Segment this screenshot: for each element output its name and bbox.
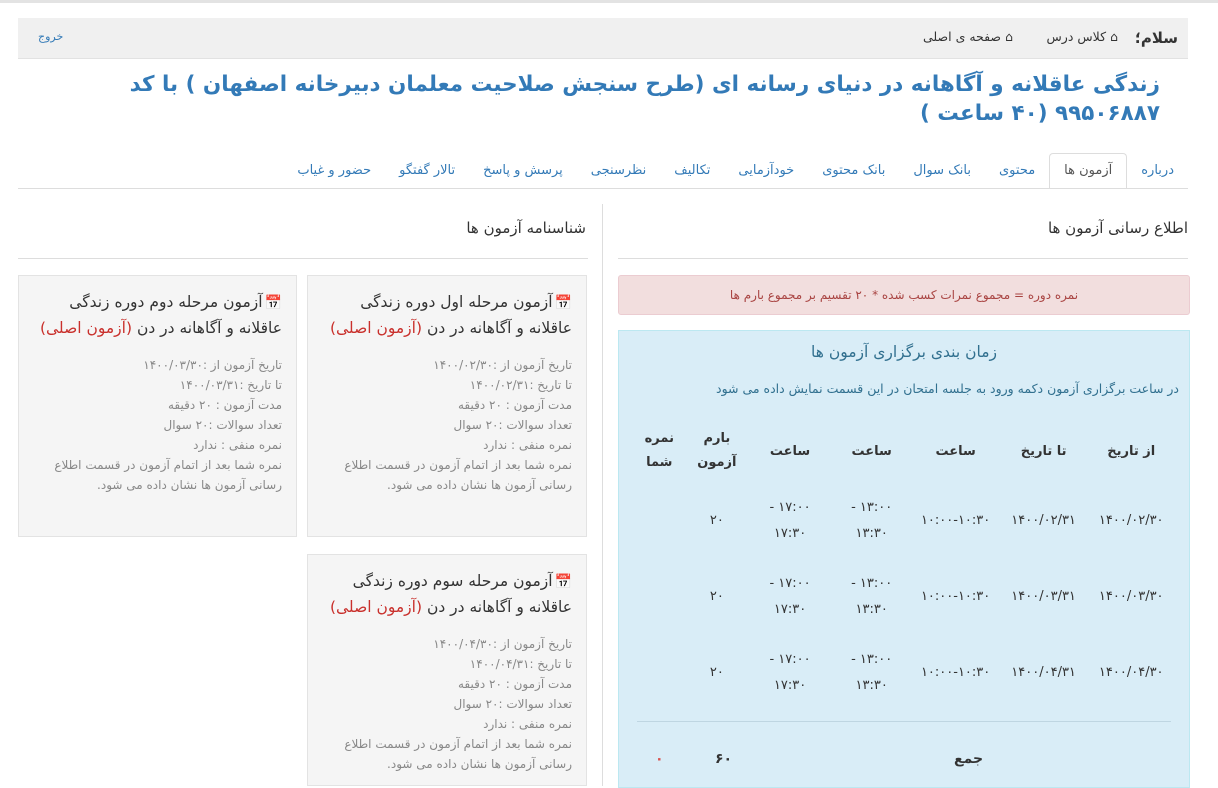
- exam-card-details: [320, 355, 572, 495]
- tab-exams[interactable]: آزمون ها: [1049, 153, 1127, 189]
- table-row: [634, 483, 1174, 559]
- tab-assignments[interactable]: تکالیف: [674, 163, 711, 178]
- exam-duration: مدت آزمون : ۲۰ دقیقه: [458, 398, 572, 412]
- sum-label: جمع: [954, 751, 984, 767]
- cell-time3: ۱۷:۰۰ - ۱۷:۳۰: [769, 652, 811, 693]
- exam-question-count: تعداد سوالات :۲۰ سوال: [453, 418, 572, 432]
- calendar-icon: 📅: [554, 295, 572, 311]
- nav-home-link[interactable]: ⌂صفحه ی اصلی: [922, 29, 1013, 44]
- exam-negative-mark: نمره منفی : ندارد: [193, 438, 282, 452]
- col-exam-score: بارم آزمون: [697, 431, 737, 470]
- logout-link[interactable]: خروج: [38, 30, 64, 43]
- home-icon: ⌂: [1005, 29, 1013, 44]
- tab-question-bank[interactable]: بانک سوال: [913, 163, 971, 178]
- exam-card-title: 📅آزمون مرحله اول دوره زندگی عاقلانه و آگاهانه در دن (آزمون اصلی): [329, 293, 572, 337]
- exam-negative-mark: نمره منفی : ندارد: [483, 438, 572, 452]
- exam-card-title: 📅آزمون مرحله دوم دوره زندگی عاقلانه و آگاهانه در دن (آزمون اصلی): [39, 293, 282, 337]
- tab-qa[interactable]: پرسش و پاسخ: [483, 163, 563, 178]
- cell-time2: ۱۳:۰۰ - ۱۳:۳۰: [851, 500, 893, 541]
- schedule-table: [634, 419, 1174, 711]
- sum-my-score: ۰: [655, 751, 664, 767]
- home-icon: ⌂: [1110, 29, 1118, 44]
- exam-card-title: 📅آزمون مرحله سوم دوره زندگی عاقلانه و آگاهانه در دن (آزمون اصلی): [329, 572, 572, 616]
- exam-from-date: تاریخ آزمون از :۱۴۰۰/۰۴/۳۰: [433, 637, 572, 651]
- exam-from-date: تاریخ آزمون از :۱۴۰۰/۰۲/۳۰: [433, 358, 572, 372]
- exam-result-note: نمره شما بعد از اتمام آزمون در قسمت اطلاع رسانی آزمون ها نشان داده می شود.: [344, 737, 572, 771]
- nav-class-link[interactable]: ⌂کلاس درس: [1046, 29, 1118, 44]
- cell-time2: ۱۳:۰۰ - ۱۳:۳۰: [851, 652, 893, 693]
- exam-result-note: نمره شما بعد از اتمام آزمون در قسمت اطلاع رسانی آزمون ها نشان داده می شود.: [54, 458, 282, 492]
- exam-type-tag: (آزمون اصلی): [329, 598, 422, 616]
- cell-to: ۱۴۰۰/۰۳/۳۱: [1011, 589, 1076, 604]
- exam-duration: مدت آزمون : ۲۰ دقیقه: [168, 398, 282, 412]
- tabs-underline: [18, 188, 1188, 189]
- cell-time2: ۱۳:۰۰ - ۱۳:۳۰: [851, 576, 893, 617]
- exam-type-tag: (آزمون اصلی): [39, 319, 132, 337]
- exam-negative-mark: نمره منفی : ندارد: [483, 717, 572, 731]
- info-panel-heading: اطلاع رسانی آزمون ها: [1047, 219, 1188, 237]
- exam-card-details: [320, 634, 572, 774]
- tab-content-bank[interactable]: بانک محتوی: [822, 163, 886, 178]
- sum-divider: [637, 721, 1171, 722]
- calendar-icon: 📅: [264, 295, 282, 311]
- cell-time1: ۱۰:۰۰-۱۰:۳۰: [920, 513, 991, 528]
- cell-to: ۱۴۰۰/۰۲/۳۱: [1011, 513, 1076, 528]
- cell-from: ۱۴۰۰/۰۴/۳۰: [1098, 665, 1164, 680]
- exam-result-note: نمره شما بعد از اتمام آزمون در قسمت اطلاع رسانی آزمون ها نشان داده می شود.: [344, 458, 572, 492]
- schedule-note: در ساعت برگزاری آزمون دکمه ورود به جلسه امتحان در این قسمت نمایش داده می شود: [716, 381, 1179, 396]
- tab-about[interactable]: درباره: [1141, 163, 1174, 178]
- grade-formula-alert: نمره دوره = مجموع نمرات کسب شده * ۲۰ تقسیم بر مجموع بارم ها: [618, 275, 1190, 315]
- schedule-title: زمان بندی برگزاری آزمون ها: [811, 343, 997, 361]
- exam-question-count: تعداد سوالات :۲۰ سوال: [453, 697, 572, 711]
- schedule-box: [618, 330, 1190, 788]
- cell-from: ۱۴۰۰/۰۳/۳۰: [1098, 589, 1164, 604]
- calendar-icon: 📅: [554, 574, 572, 590]
- exam-card-details: [31, 355, 282, 495]
- cell-time1: ۱۰:۰۰-۱۰:۳۰: [920, 665, 991, 680]
- table-row: [634, 559, 1174, 635]
- exams-heading-divider: [18, 258, 588, 259]
- col-time-3: ساعت: [769, 443, 811, 459]
- exam-card-3[interactable]: [307, 554, 587, 786]
- col-my-score: نمره شما: [644, 431, 674, 470]
- col-to-date: تا تاریخ: [1020, 443, 1067, 459]
- cell-score: ۲۰: [709, 589, 724, 604]
- exam-to-date: تا تاریخ :۱۴۰۰/۰۴/۳۱: [469, 657, 572, 671]
- exam-card-2[interactable]: [18, 275, 297, 537]
- exam-card-1[interactable]: [307, 275, 587, 537]
- table-header-row: [634, 419, 1174, 483]
- exam-question-count: تعداد سوالات :۲۰ سوال: [163, 418, 282, 432]
- cell-mine: [634, 635, 685, 711]
- cell-mine: [634, 559, 685, 635]
- exams-panel-heading: شناسنامه آزمون ها: [466, 219, 586, 237]
- exam-from-date: تاریخ آزمون از :۱۴۰۰/۰۳/۳۰: [143, 358, 282, 372]
- table-row: [634, 635, 1174, 711]
- exam-to-date: تا تاریخ :۱۴۰۰/۰۲/۳۱: [469, 378, 572, 392]
- cell-mine: [634, 483, 685, 559]
- exam-type-tag: (آزمون اصلی): [329, 319, 422, 337]
- cell-time3: ۱۷:۰۰ - ۱۷:۳۰: [769, 576, 811, 617]
- col-time-2: ساعت: [851, 443, 892, 459]
- col-time-1: ساعت: [935, 443, 976, 459]
- cell-from: ۱۴۰۰/۰۲/۳۰: [1098, 513, 1164, 528]
- sum-exam-score: ۶۰: [715, 751, 733, 767]
- column-divider: [602, 204, 603, 786]
- tab-survey[interactable]: نظرسنجی: [590, 163, 647, 178]
- exam-duration: مدت آزمون : ۲۰ دقیقه: [458, 677, 572, 691]
- greeting: سلام؛: [1134, 29, 1178, 47]
- exam-to-date: تا تاریخ :۱۴۰۰/۰۳/۳۱: [179, 378, 282, 392]
- cell-to: ۱۴۰۰/۰۴/۳۱: [1011, 665, 1076, 680]
- cell-score: ۲۰: [709, 513, 724, 528]
- tab-forum[interactable]: تالار گفتگو: [399, 163, 456, 178]
- col-from-date: از تاریخ: [1107, 443, 1156, 459]
- tab-attendance[interactable]: حضور و غیاب: [297, 163, 372, 178]
- top-navbar: [18, 18, 1188, 59]
- top-border: [0, 0, 1218, 3]
- tab-content[interactable]: محتوی: [999, 163, 1036, 178]
- tab-self-test[interactable]: خودآزمایی: [738, 163, 795, 178]
- cell-score: ۲۰: [709, 665, 724, 680]
- cell-time3: ۱۷:۰۰ - ۱۷:۳۰: [769, 500, 811, 541]
- info-heading-divider: [618, 258, 1188, 259]
- course-tabs: [18, 150, 1188, 188]
- cell-time1: ۱۰:۰۰-۱۰:۳۰: [920, 589, 991, 604]
- course-title: زندگی عاقلانه و آگاهانه در دنیای رسانه ای (طرح سنجش صلاحیت معلمان دبیرخانه اصفهان ) با کد ۹۹۵۰۶۸۸۷ (۴۰ ساعت ): [129, 72, 1160, 126]
